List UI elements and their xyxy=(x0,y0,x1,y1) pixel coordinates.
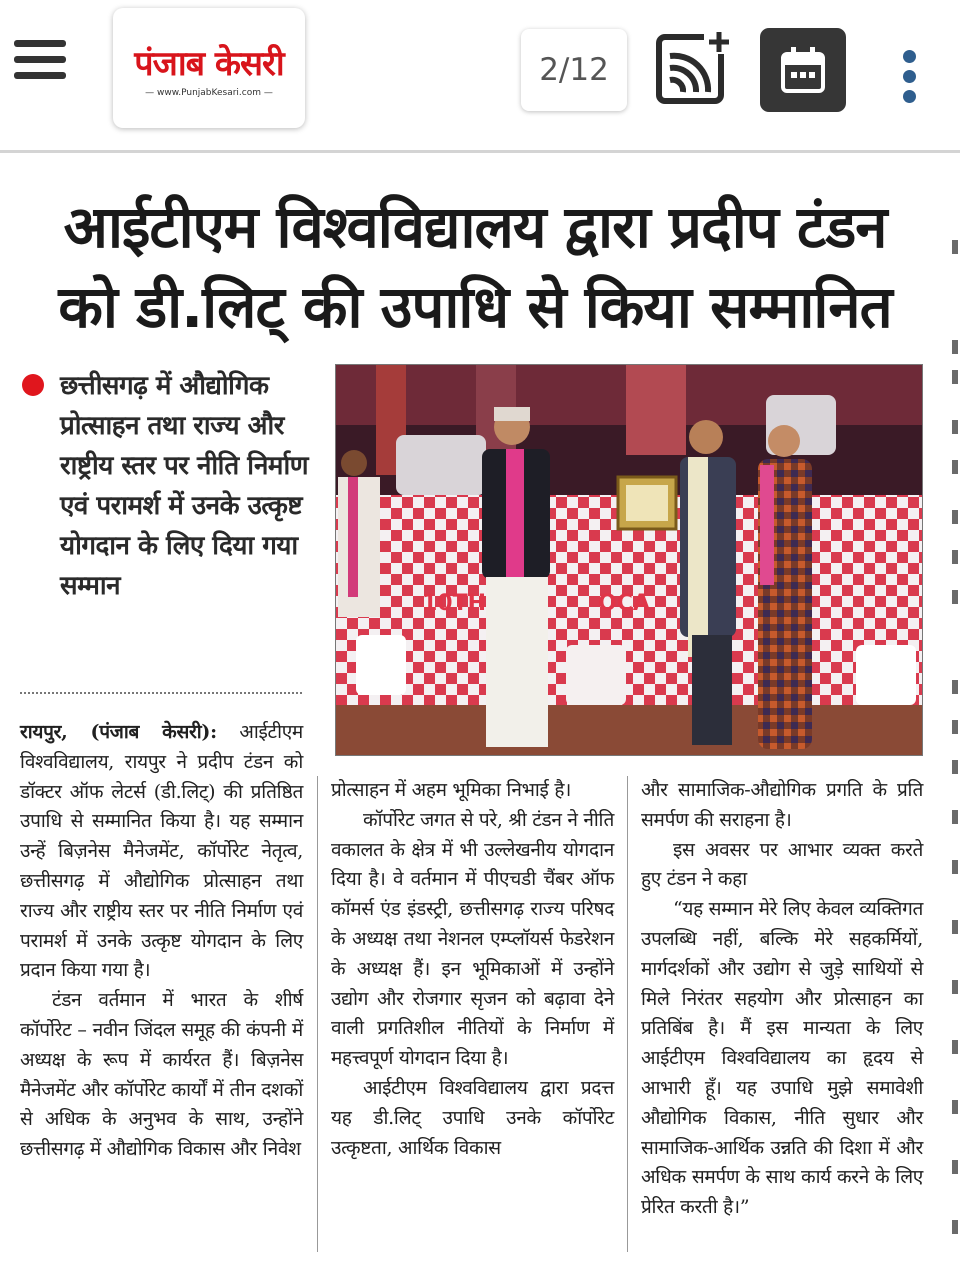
article-column-2 xyxy=(331,776,614,1163)
page-indicator[interactable]: 2/12 xyxy=(521,29,627,111)
logo-name: पंजाब केसरी xyxy=(134,44,284,84)
article-column-3 xyxy=(641,776,923,1223)
stage-banner-text-1: 10TH xyxy=(422,591,487,616)
divider xyxy=(20,692,302,694)
calendar-button[interactable] xyxy=(760,28,846,112)
column-divider xyxy=(627,776,628,1252)
more-vert-icon[interactable] xyxy=(898,46,922,106)
highlight-summary: छत्तीसगढ़ में औद्योगिक प्रोत्साहन तथा राज्य और राष्ट्रीय स्तर पर नीति निर्माण एवं परामर्श में उनके उत्कृष्ट योगदान के लिए दिया गया सम्मान xyxy=(60,371,309,601)
col3-paragraph-2: इस अवसर पर आभार व्यक्त करते हुए टंडन ने कहा xyxy=(641,838,923,891)
calendar-icon xyxy=(780,46,826,94)
column-divider xyxy=(317,776,318,1252)
bullet-dot-icon xyxy=(22,374,44,396)
headline-line-2: को डी.लिट् की उपाधि से किया सम्मानित xyxy=(58,273,892,341)
col2-paragraph-1: प्रोत्साहन में अहम भूमिका निभाई है। xyxy=(331,779,572,801)
col2-paragraph-3: आईटीएम विश्वविद्यालय द्वारा प्रदत्त यह डी.लिट् उपाधि उनके कॉर्पोरेट उत्कृष्टता, आर्थिक विकास xyxy=(331,1076,614,1159)
hamburger-menu-icon[interactable] xyxy=(14,36,68,84)
article-column-1 xyxy=(20,718,303,1165)
award-ceremony-photo xyxy=(335,364,923,756)
rss-feed-add-icon[interactable] xyxy=(656,30,736,106)
col1-paragraph-2: टंडन वर्तमान में भारत के शीर्ष कॉर्पोरेट – नवीन जिंदल समूह की कंपनी में अध्यक्ष के रूप में कार्यरत हैं। बिज़नेस मैनेजमेंट और कॉर्पोरेट कार्यों में तीन दशकों से अधिक के अनुभव के साथ, उन्होंने छत्तीसगढ़ में औद्योगिक विकास और निवेश xyxy=(20,989,303,1161)
headline-line-1: आईटीएम विश्वविद्यालय द्वारा प्रदीप टंडन xyxy=(63,193,887,261)
app-top-bar xyxy=(0,0,960,153)
col1-paragraph-1: आईटीएम विश्वविद्यालय, रायपुर ने प्रदीप टंडन को डॉक्टर ऑफ लेटर्स (डी.लिट्) की प्रतिष्ठित उपाधि से सम्मानित किया है। यह सम्मान उन्हें बिज़नेस मैनेजमेंट, कॉर्पोरेट नेतृत्व, छत्तीसगढ़ में औद्योगिक प्रोत्साहन तथा राज्य और राष्ट्रीय स्तर पर नीति निर्माण एवं परामर्श में उनके उत्कृष्ट योगदान के लिए प्रदान किया गया है। xyxy=(20,721,303,982)
stage-banner-text-2: OCA xyxy=(598,591,650,616)
adjacent-article-edge xyxy=(944,160,960,1280)
col3-paragraph-3: “यह सम्मान मेरे लिए केवल व्यक्तिगत उपलब्धि नहीं, बल्कि मेरे सहकर्मियों, मार्गदर्शकों और उद्योग से जुड़े साथियों से मिले निरंतर सहयोग और प्रोत्साहन का प्रतिबिंब है। मैं इस मान्यता के लिए आईटीएम विश्वविद्यालय का हृदय से आभारी हूँ। यह उपाधि मुझे समावेशी औद्योगिक विकास, नीति सुधार और सामाजिक-आर्थिक उन्नति की दिशा में और अधिक समर्पण के साथ कार्य करने के लिए प्रेरित करती है।” xyxy=(641,898,923,1219)
logo-url: — www.PunjabKesari.com — xyxy=(145,88,273,98)
col2-paragraph-2: कॉर्पोरेट जगत से परे, श्री टंडन ने नीति वकालत के क्षेत्र में भी उल्लेखनीय योगदान दिया है। वे वर्तमान में पीएचडी चैंबर ऑफ कॉमर्स एंड इंडस्ट्री, छत्तीसगढ़ राज्य परिषद के अध्यक्ष तथा नेशनल एम्प्लॉयर्स फेडरेशन के अध्यक्ष हैं। इन भूमिकाओं में उन्होंने उद्योग और रोजगार सृजन को बढ़ावा देने वाली प्रगतिशील नीतियों के निर्माण में महत्त्वपूर्ण योगदान दिया है। xyxy=(331,808,614,1070)
publication-logo[interactable] xyxy=(113,8,305,128)
dateline: रायपुर, (पंजाब केसरी): xyxy=(20,721,217,743)
col3-paragraph-1: और सामाजिक-औद्योगिक प्रगति के प्रति समर्पण की सराहना है। xyxy=(641,779,923,831)
